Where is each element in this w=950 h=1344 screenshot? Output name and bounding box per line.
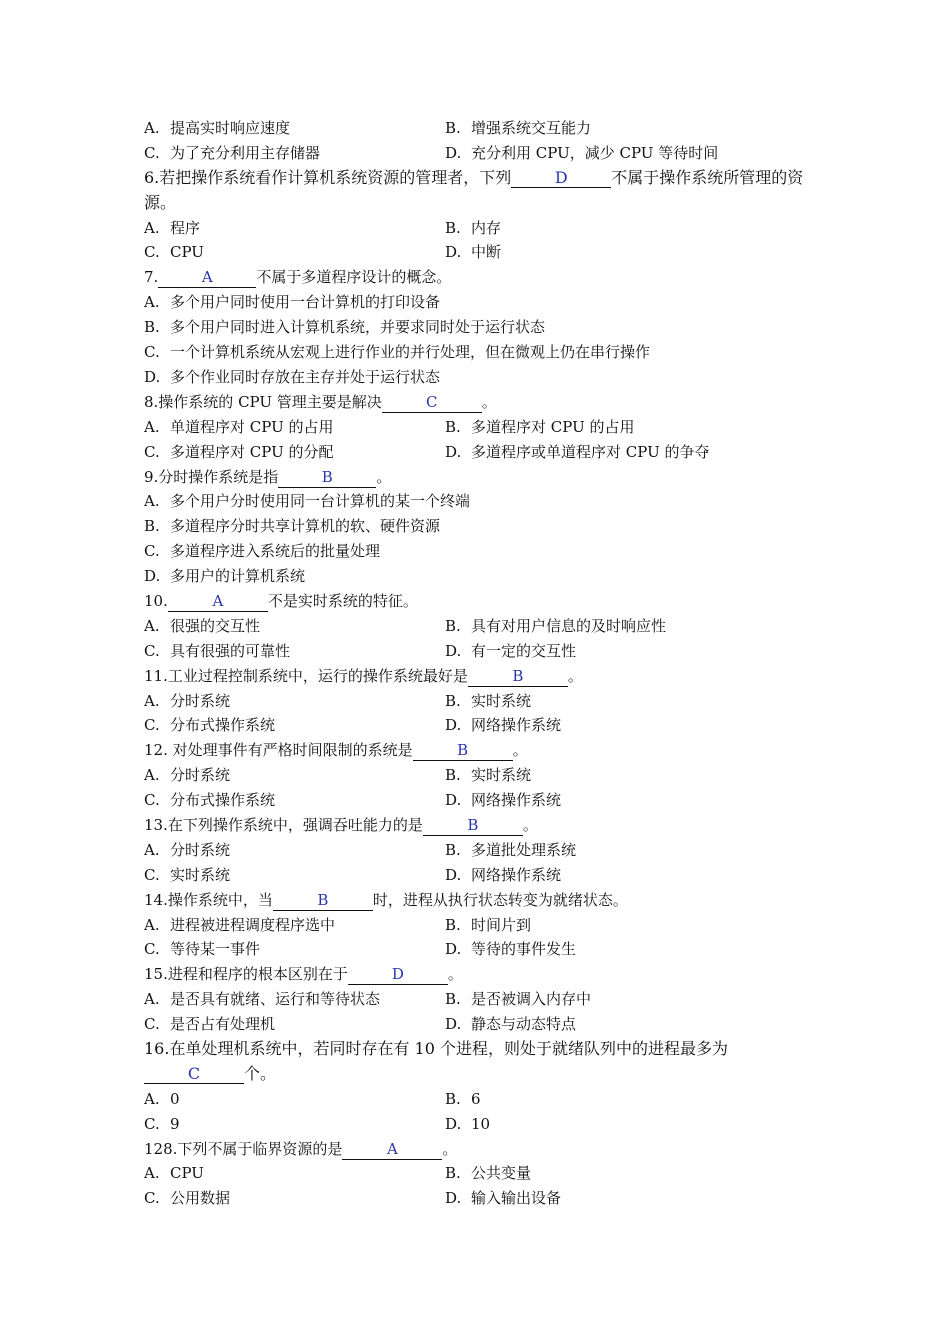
option-letter: C. [144, 1015, 160, 1034]
question-text-end: 时，进程从执行状态转变为就绪状态。 [372, 890, 628, 909]
question-text-end: 。 [376, 467, 392, 486]
option-letter: C. [144, 143, 160, 162]
question-text-end: 不属于操作系统所管理的资源。 [144, 167, 804, 212]
option-letter: C. [144, 940, 160, 959]
question [144, 888, 824, 913]
option [144, 763, 445, 788]
option [144, 365, 824, 390]
option-row [144, 116, 824, 141]
option-text: 是否占有处理机 [170, 1015, 276, 1034]
option-row [144, 141, 824, 166]
option [144, 913, 445, 938]
option-letter: D. [445, 940, 462, 959]
option-row [144, 987, 824, 1012]
option [144, 141, 445, 166]
option-letter: D. [445, 716, 462, 735]
option-text: 提高实时响应速度 [170, 119, 291, 137]
option-text: 增强系统交互能力 [471, 119, 592, 137]
option [144, 539, 824, 564]
option-text: 9 [170, 1114, 180, 1133]
question-text-end: 个。 [244, 1063, 277, 1083]
option-letter: A. [144, 766, 160, 785]
question-text: 16.在单处理机系统中，若同时存在有 10 个进程，则处于就绪队列中的进程最多为 [144, 1038, 728, 1058]
option-row [144, 689, 824, 714]
answer-blank: B [468, 667, 568, 687]
option-text: 多道程序对 CPU 的分配 [170, 442, 334, 461]
option-row [144, 838, 824, 863]
answer-blank: B [413, 741, 513, 761]
option-letter: C. [144, 865, 160, 884]
option-letter: A. [144, 119, 160, 137]
option-letter: C. [144, 542, 160, 561]
question [144, 390, 824, 415]
option-text: 内存 [471, 218, 502, 237]
option-text: 多道程序或单道程序对 CPU 的争夺 [471, 442, 710, 461]
question [144, 265, 824, 290]
option-letter: C. [144, 343, 160, 362]
question [144, 465, 824, 490]
answer-blank: C [382, 393, 482, 413]
option [144, 713, 445, 738]
option-text: CPU [170, 1164, 204, 1183]
option-letter: A. [144, 293, 160, 312]
option [144, 564, 824, 589]
option-letter: D. [445, 442, 462, 461]
option-row [144, 863, 824, 888]
option-letter: B. [445, 119, 461, 137]
option-text: 10 [471, 1114, 491, 1133]
option-letter: B. [445, 766, 461, 785]
option-letter: A. [144, 990, 160, 1009]
question [144, 664, 824, 689]
option-text: 分布式操作系统 [170, 716, 276, 735]
option [445, 1112, 746, 1137]
option-row [144, 913, 824, 938]
option-letter: B. [445, 915, 461, 934]
option-letter: A. [144, 840, 160, 859]
option-text: 具有很强的可靠性 [170, 641, 291, 660]
option [144, 489, 824, 514]
option-row [144, 240, 824, 265]
option [144, 1186, 445, 1211]
option [144, 689, 445, 714]
option [144, 1161, 445, 1186]
option [144, 1012, 445, 1037]
option-text: 网络操作系统 [471, 716, 562, 735]
option-text: 6 [471, 1089, 481, 1108]
option-text: 很强的交互性 [170, 616, 261, 635]
option [445, 1087, 746, 1112]
option-text: 多个用户同时进入计算机系统，并要求同时处于运行状态 [170, 318, 546, 337]
option [445, 863, 746, 888]
question-text-end: 。 [567, 666, 583, 685]
option-letter: A. [144, 1089, 160, 1108]
option-text: 多道程序分时共享计算机的软、硬件资源 [170, 517, 441, 536]
option-row [144, 639, 824, 664]
option [144, 1087, 445, 1112]
option-text: 多道程序对 CPU 的占用 [471, 417, 635, 436]
question [144, 589, 824, 614]
option-text: 等待的事件发生 [471, 940, 577, 959]
question-text: 9.分时操作系统是指 [144, 467, 279, 486]
option-text: 分时系统 [170, 691, 231, 710]
question-text-end: 。 [512, 741, 528, 760]
option-row [144, 1087, 824, 1112]
question-text-end: 不是实时系统的特征。 [267, 591, 418, 610]
option-text: 时间片到 [471, 915, 532, 934]
option-letter: B. [445, 616, 461, 635]
option-row [144, 415, 824, 440]
option-letter: C. [144, 1114, 160, 1133]
option [144, 838, 445, 863]
question [144, 738, 824, 763]
option-letter: B. [445, 840, 461, 859]
option [144, 415, 445, 440]
option-text: 实时系统 [471, 766, 532, 785]
question-text: 11.工业过程控制系统中，运行的操作系统最好是 [144, 666, 468, 685]
option-text: 输入输出设备 [471, 1189, 562, 1208]
answer-blank: A [168, 592, 268, 612]
question-text: 13.在下列操作系统中，强调吞吐能力的是 [144, 815, 423, 834]
option-letter: D. [445, 1189, 462, 1208]
option-text: 多道程序进入系统后的批量处理 [170, 542, 381, 561]
option-text: 网络操作系统 [471, 865, 562, 884]
question-list [144, 116, 824, 1211]
question-text: 10. [144, 591, 168, 610]
option [445, 713, 746, 738]
question-text: 15.进程和程序的根本区别在于 [144, 965, 348, 984]
option [445, 838, 746, 863]
question-text: 6.若把操作系统看作计算机系统资源的管理者，下列 [144, 167, 512, 187]
option-letter: A. [144, 616, 160, 635]
option [445, 987, 746, 1012]
option-text: 多个作业同时存放在主存并处于运行状态 [170, 367, 441, 386]
option-text: 进程被进程调度程序选中 [170, 915, 336, 934]
option [445, 763, 746, 788]
question-text-end: 不属于多道程序设计的概念。 [256, 268, 452, 287]
answer-blank: D [511, 168, 611, 188]
option-letter: A. [144, 1164, 160, 1183]
option [445, 440, 746, 465]
option-row [144, 937, 824, 962]
option-row [144, 763, 824, 788]
question-text: 8.操作系统的 CPU 管理主要是解决 [144, 392, 382, 411]
option-text: 单道程序对 CPU 的占用 [170, 417, 334, 436]
option [144, 315, 824, 340]
option-text: 实时系统 [471, 691, 532, 710]
option-letter: B. [445, 691, 461, 710]
option-letter: D. [445, 791, 462, 810]
answer-blank: A [158, 268, 256, 288]
option-text: 程序 [170, 218, 201, 237]
option-letter: D. [445, 1015, 462, 1034]
option [445, 788, 746, 813]
option-row [144, 713, 824, 738]
option [445, 614, 746, 639]
question-text-end: 。 [522, 815, 538, 834]
option-letter: D. [445, 865, 462, 884]
option-text: 分时系统 [170, 766, 231, 785]
option [445, 1161, 746, 1186]
option-letter: A. [144, 915, 160, 934]
option [445, 1012, 746, 1037]
option-text: 等待某一事件 [170, 940, 261, 959]
option-letter: B. [445, 990, 461, 1009]
option-text: 公用数据 [170, 1189, 231, 1208]
option-text: 是否具有就绪、运行和等待状态 [170, 990, 381, 1009]
answer-blank: C [144, 1064, 244, 1084]
option-row [144, 440, 824, 465]
option-letter: C. [144, 243, 160, 262]
option [445, 116, 746, 141]
question-text-end: 。 [481, 392, 497, 411]
option [144, 240, 445, 265]
option [445, 415, 746, 440]
option-letter: B. [445, 417, 461, 436]
option-row [144, 1186, 824, 1211]
option-letter: B. [445, 1164, 461, 1183]
option-letter: B. [445, 1089, 461, 1108]
option [144, 340, 824, 365]
answer-blank: B [278, 468, 376, 488]
option [144, 1112, 445, 1137]
option-row [144, 788, 824, 813]
option [144, 863, 445, 888]
option-text: 充分利用 CPU，减少 CPU 等待时间 [471, 143, 719, 162]
option [445, 141, 746, 166]
option-letter: C. [144, 1189, 160, 1208]
option [144, 639, 445, 664]
option [144, 216, 445, 241]
option-text: 公共变量 [471, 1164, 532, 1183]
option-text: CPU [170, 243, 204, 262]
option [144, 514, 824, 539]
question-text: 128.下列不属于临界资源的是 [144, 1139, 343, 1158]
option [144, 440, 445, 465]
question [144, 1137, 824, 1162]
option-row [144, 614, 824, 639]
option-text: 具有对用户信息的及时响应性 [471, 616, 667, 635]
question-text: 14.操作系统中，当 [144, 890, 273, 909]
option-letter: D. [445, 641, 462, 660]
option-text: 网络操作系统 [471, 791, 562, 810]
question [144, 962, 824, 987]
option [144, 116, 445, 141]
option-text: 分布式操作系统 [170, 791, 276, 810]
option [445, 689, 746, 714]
option-letter: A. [144, 417, 160, 436]
option-text: 一个计算机系统从宏观上进行作业的并行处理，但在微观上仍在串行操作 [170, 343, 651, 362]
option-text: 0 [170, 1089, 180, 1108]
option-row [144, 1112, 824, 1137]
question-text: 7. [144, 268, 159, 287]
option [445, 639, 746, 664]
option-text: 多用户的计算机系统 [170, 567, 306, 586]
question [144, 813, 824, 838]
option-letter: C. [144, 716, 160, 735]
option-letter: A. [144, 691, 160, 710]
question-text-end: 。 [447, 965, 463, 984]
option-text: 中断 [471, 243, 502, 262]
option-letter: A. [144, 218, 160, 237]
option [445, 216, 746, 241]
question-text: 12. 对处理事件有严格时间限制的系统是 [144, 741, 413, 760]
option [445, 240, 746, 265]
option-letter: B. [144, 517, 160, 536]
option [445, 937, 746, 962]
answer-blank: B [273, 891, 373, 911]
option-letter: D. [144, 367, 161, 386]
option [144, 987, 445, 1012]
option-text: 多个用户同时使用一台计算机的打印设备 [170, 293, 441, 312]
option-text: 为了充分利用主存储器 [170, 143, 321, 162]
answer-blank: B [423, 816, 523, 836]
option [144, 614, 445, 639]
option-text: 实时系统 [170, 865, 231, 884]
option-text: 有一定的交互性 [471, 641, 577, 660]
option [445, 913, 746, 938]
option-letter: D. [144, 567, 161, 586]
option-letter: D. [445, 1114, 462, 1133]
option [144, 788, 445, 813]
option-letter: C. [144, 791, 160, 810]
option-letter: C. [144, 641, 160, 660]
option [445, 1186, 746, 1211]
option-row [144, 1161, 824, 1186]
option [144, 937, 445, 962]
option-text: 多个用户分时使用同一台计算机的某一个终端 [170, 492, 471, 511]
option-letter: B. [445, 218, 461, 237]
option-letter: B. [144, 318, 160, 337]
option-row [144, 1012, 824, 1037]
option-text: 分时系统 [170, 840, 231, 859]
option-letter: A. [144, 492, 160, 511]
option [144, 290, 824, 315]
option-row [144, 216, 824, 241]
option-text: 静态与动态特点 [471, 1015, 577, 1034]
option-letter: D. [445, 143, 462, 162]
question [144, 1037, 812, 1087]
option-letter: C. [144, 442, 160, 461]
answer-blank: D [348, 965, 448, 985]
question-text-end: 。 [442, 1139, 458, 1158]
option-text: 是否被调入内存中 [471, 990, 592, 1009]
option-text: 多道批处理系统 [471, 840, 577, 859]
question [144, 166, 812, 216]
option-letter: D. [445, 243, 462, 262]
answer-blank: A [342, 1140, 442, 1160]
